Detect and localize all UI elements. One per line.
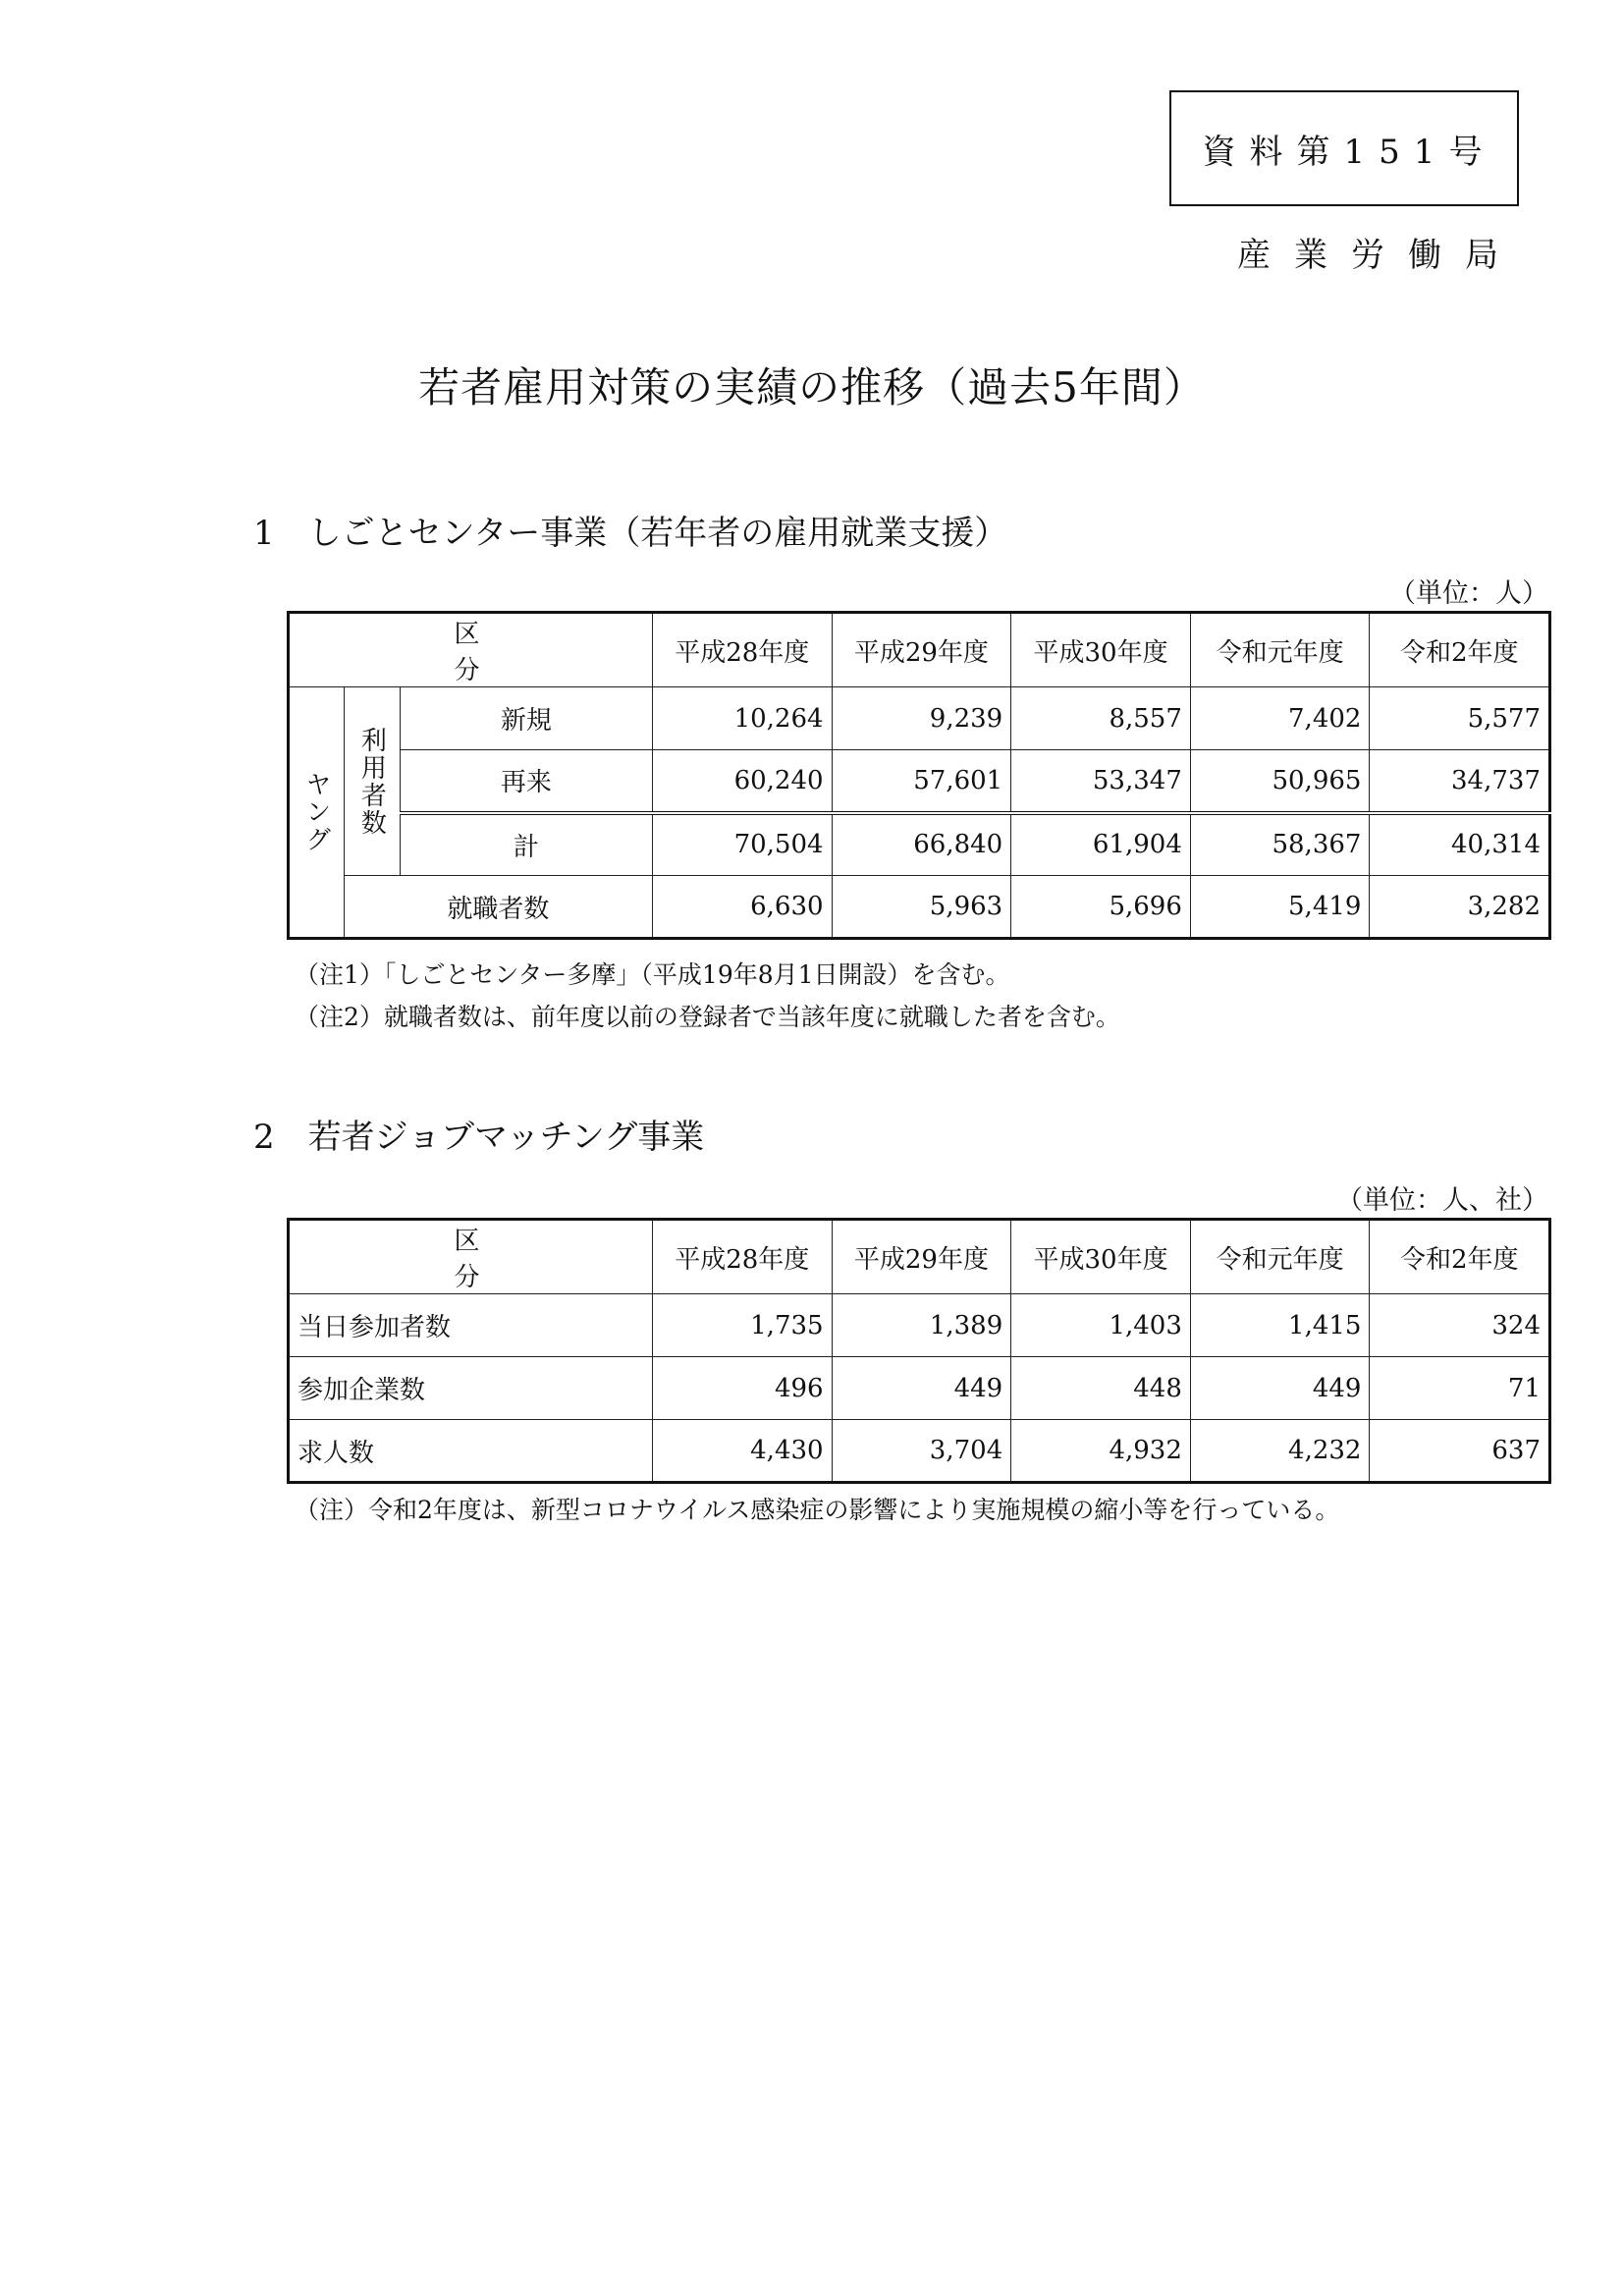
- cell-value: 71: [1370, 1357, 1550, 1420]
- table-row: [289, 876, 1550, 939]
- row-label: 参加企業数: [289, 1357, 653, 1420]
- year-header: 平成29年度: [832, 1220, 1011, 1294]
- cell-value: 53,347: [1011, 750, 1191, 813]
- cell-value: 8,557: [1011, 687, 1191, 750]
- section2-note: （注）令和2年度は、新型コロナウイルス感染症の影響により実施規模の縮小等を行っている。: [295, 1496, 1340, 1524]
- row-label: 就職者数: [344, 876, 652, 939]
- cell-value: 9,239: [832, 687, 1011, 750]
- cell-value: 448: [1011, 1357, 1191, 1420]
- year-header: 平成29年度: [832, 613, 1011, 687]
- year-header: 平成28年度: [652, 613, 832, 687]
- cell-value: 324: [1370, 1294, 1550, 1357]
- cell-value: 1,403: [1011, 1294, 1191, 1357]
- section1-table: [287, 611, 1551, 940]
- cell-value: 3,704: [832, 1420, 1011, 1483]
- cell-value: 4,232: [1190, 1420, 1370, 1483]
- cell-value: 57,601: [832, 750, 1011, 813]
- kubun-header: 区分: [289, 1220, 653, 1294]
- document-number-box: [1169, 90, 1519, 206]
- year-header: 平成30年度: [1011, 613, 1191, 687]
- year-header: 令和2年度: [1370, 1220, 1550, 1294]
- sub-label-users: 利用者数: [344, 687, 400, 876]
- row-label: 計: [400, 813, 652, 876]
- cell-value: 10,264: [652, 687, 832, 750]
- cell-value: 5,963: [832, 876, 1011, 939]
- table-row: [289, 750, 1550, 813]
- table-row: [289, 1357, 1550, 1420]
- cell-value: 70,504: [652, 813, 832, 876]
- cell-value: 4,430: [652, 1420, 832, 1483]
- cell-value: 496: [652, 1357, 832, 1420]
- cell-value: 1,415: [1190, 1294, 1370, 1357]
- cell-value: 34,737: [1370, 750, 1550, 813]
- cell-value: 61,904: [1011, 813, 1191, 876]
- cell-value: 637: [1370, 1420, 1550, 1483]
- section2-table: [287, 1218, 1551, 1484]
- row-label: 求人数: [289, 1420, 653, 1483]
- document-number: 資料第151号: [1202, 132, 1496, 172]
- year-header: 令和元年度: [1190, 613, 1370, 687]
- cell-value: 60,240: [652, 750, 832, 813]
- cell-value: 4,932: [1011, 1420, 1191, 1483]
- group-label-young: ヤング: [289, 687, 345, 939]
- row-label: 当日参加者数: [289, 1294, 653, 1357]
- cell-value: 449: [1190, 1357, 1370, 1420]
- row-label: 再来: [400, 750, 652, 813]
- section1-unit: （単位：人）: [1389, 578, 1548, 609]
- cell-value: 5,419: [1190, 876, 1370, 939]
- cell-value: 3,282: [1370, 876, 1550, 939]
- section1-note-1: （注1）「しごとセンター多摩」（平成19年8月1日開設）を含む。: [295, 960, 1010, 989]
- cell-value: 5,577: [1370, 687, 1550, 750]
- section2-title: 2 若者ジョブマッチング事業: [253, 1118, 705, 1157]
- year-header: 令和2年度: [1370, 613, 1550, 687]
- section1-header-row: [289, 613, 1550, 687]
- table-row: [289, 687, 1550, 750]
- cell-value: 6,630: [652, 876, 832, 939]
- cell-value: 449: [832, 1357, 1011, 1420]
- kubun-header: 区分: [289, 613, 653, 687]
- section1-title: 1 しごとセンター事業（若年者の雇用就業支援）: [253, 514, 1008, 553]
- cell-value: 5,696: [1011, 876, 1191, 939]
- section2-unit: （単位：人、社）: [1336, 1185, 1548, 1216]
- bureau-name: 産業労働局: [1237, 236, 1522, 275]
- cell-value: 40,314: [1370, 813, 1550, 876]
- cell-value: 7,402: [1190, 687, 1370, 750]
- cell-value: 66,840: [832, 813, 1011, 876]
- table-row: [289, 1294, 1550, 1357]
- page-title: 若者雇用対策の実績の推移（過去5年間）: [418, 363, 1206, 411]
- table-row-total: [289, 813, 1550, 876]
- section2-header-row: [289, 1220, 1550, 1294]
- cell-value: 1,735: [652, 1294, 832, 1357]
- row-label: 新規: [400, 687, 652, 750]
- cell-value: 58,367: [1190, 813, 1370, 876]
- year-header: 平成30年度: [1011, 1220, 1191, 1294]
- year-header: 平成28年度: [652, 1220, 832, 1294]
- section1-note-2: （注2）就職者数は、前年度以前の登録者で当該年度に就職した者を含む。: [295, 1003, 1120, 1031]
- year-header: 令和元年度: [1190, 1220, 1370, 1294]
- cell-value: 1,389: [832, 1294, 1011, 1357]
- table-row: [289, 1420, 1550, 1483]
- cell-value: 50,965: [1190, 750, 1370, 813]
